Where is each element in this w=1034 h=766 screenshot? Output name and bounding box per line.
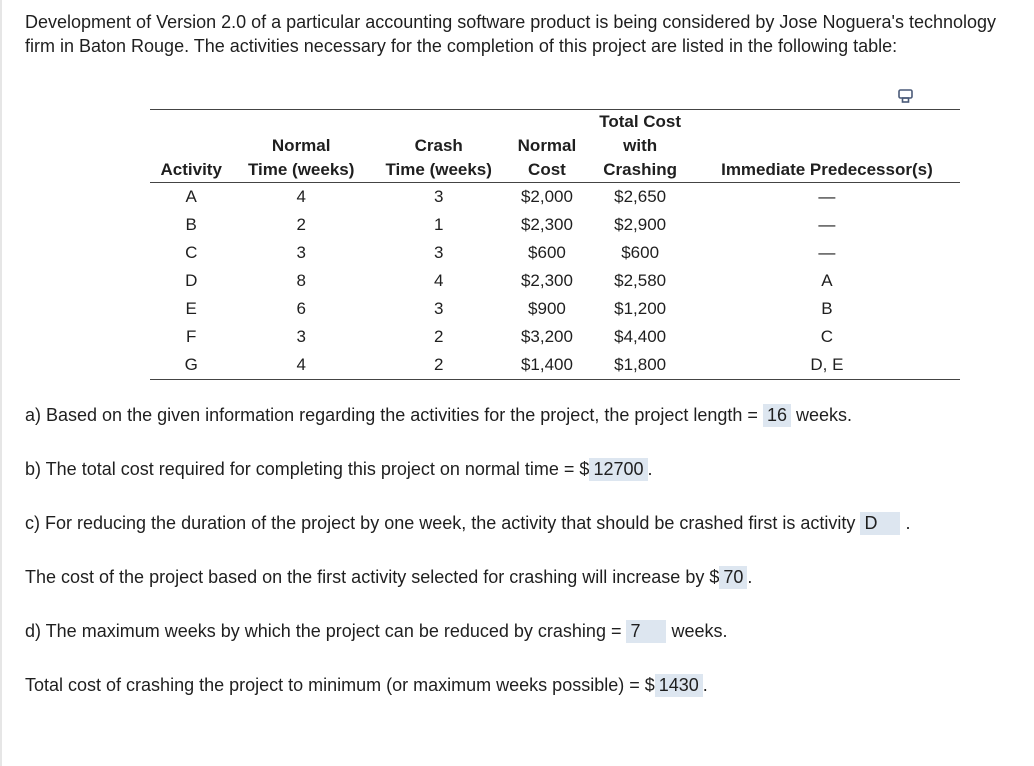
cell-normal-time: 6	[296, 299, 306, 318]
cell-activity: B	[185, 215, 197, 234]
problem-intro: Development of Version 2.0 of a particular accounting software product is being considered by Jose Noguera's technology firm in Baton Rouge. The activities necessary for the completion of this project are listed in the following table:	[25, 12, 997, 56]
answer-c2-value[interactable]: 70	[719, 566, 747, 589]
cell-activity: G	[150, 351, 232, 380]
cell-normal-cost: $2,300	[520, 215, 573, 234]
header-normal-cost: Normal Cost	[507, 110, 586, 183]
table-row	[150, 211, 960, 239]
cell-crash-cost: $2,900	[614, 215, 667, 234]
table-row	[150, 183, 960, 212]
cell-predecessors: —	[818, 215, 836, 234]
activities-table	[150, 109, 960, 380]
header-normal-time: Normal Time (weeks)	[232, 110, 370, 183]
cell-crash-cost: $600	[621, 243, 660, 262]
cell-crash-cost: $2,650	[614, 187, 667, 206]
cell-activity: D	[185, 271, 198, 290]
table-row	[150, 351, 960, 380]
cell-predecessors: —	[818, 243, 836, 262]
answer-c: c) For reducing the duration of the project by one week, the activity that should be crashed first is activity D .	[25, 513, 911, 533]
cell-crash-time: 1	[433, 215, 444, 234]
cell-crash-cost: $1,800	[586, 351, 693, 380]
cell-normal-time: 4	[232, 351, 370, 380]
cell-activity: F	[186, 327, 197, 346]
cell-activity: E	[185, 299, 197, 318]
cell-normal-time: 4	[296, 187, 306, 206]
cell-crash-time: 3	[433, 243, 444, 262]
cell-normal-cost: $2,300	[520, 271, 573, 290]
table-row	[150, 267, 960, 295]
header-predecessors: Immediate Predecessor(s)	[694, 110, 960, 183]
table-row	[150, 295, 960, 323]
answer-c-value[interactable]: D	[860, 512, 900, 535]
answer-d-value[interactable]: 7	[626, 620, 666, 643]
left-border	[0, 0, 2, 766]
answer-b-value[interactable]: 12700	[589, 458, 647, 481]
table-row	[150, 323, 960, 351]
cell-crash-time: 4	[433, 271, 444, 290]
cell-normal-cost: $600	[528, 243, 566, 262]
cell-activity: C	[185, 243, 198, 262]
answer-a-value[interactable]: 16	[763, 404, 791, 427]
cell-crash-time: 3	[433, 187, 444, 206]
cell-normal-cost: $900	[528, 299, 566, 318]
copy-icon[interactable]	[897, 87, 915, 105]
header-activity: Activity	[150, 110, 232, 183]
cell-normal-cost: $3,200	[520, 327, 573, 346]
answer-a: a) Based on the given information regarding the activities for the project, the project length = 16 weeks.	[25, 405, 853, 425]
cell-crash-time: 2	[433, 327, 444, 346]
table-header-row	[150, 110, 960, 183]
cell-crash-cost: $1,200	[614, 299, 667, 318]
cell-predecessors: —	[818, 187, 836, 206]
header-total-cost-crashing: Total Cost with Crashing	[586, 110, 693, 183]
header-crash-time: Crash Time (weeks)	[370, 110, 508, 183]
answer-d: d) The maximum weeks by which the project can be reduced by crashing = 7 weeks.	[25, 621, 728, 641]
cell-crash-time: 3	[433, 299, 444, 318]
cell-predecessors: B	[821, 299, 833, 318]
cell-normal-cost: $2,000	[520, 187, 573, 206]
cell-normal-time: 2	[296, 215, 306, 234]
activities-table-container	[150, 109, 960, 380]
answer-d2: Total cost of crashing the project to minimum (or maximum weeks possible) = $ 1430 .	[25, 675, 708, 695]
answer-c2: The cost of the project based on the first activity selected for crashing will increase by $ 70 .	[25, 567, 753, 587]
cell-normal-time: 3	[296, 327, 306, 346]
cell-crash-cost: $4,400	[614, 327, 667, 346]
answer-d2-value[interactable]: 1430	[655, 674, 703, 697]
cell-predecessors: C	[820, 327, 834, 346]
cell-normal-time: 8	[296, 271, 306, 290]
cell-predecessors: A	[821, 271, 833, 290]
table-row	[150, 239, 960, 267]
answer-b: b) The total cost required for completing this project on normal time = $ 12700 .	[25, 459, 653, 479]
cell-normal-cost: $1,400	[507, 351, 586, 380]
cell-crash-time: 2	[370, 351, 508, 380]
cell-predecessors: D, E	[694, 351, 960, 380]
cell-normal-time: 3	[296, 243, 306, 262]
cell-crash-cost: $2,580	[614, 271, 667, 290]
cell-activity: A	[185, 187, 197, 206]
